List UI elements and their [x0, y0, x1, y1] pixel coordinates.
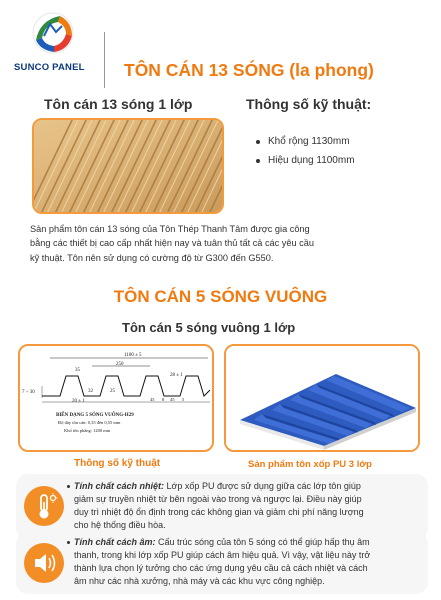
caption-pu-product: Sản phẩm tôn xốp PU 3 lớp — [248, 459, 372, 470]
sunco-panel-logo — [14, 10, 92, 90]
svg-text:32: 32 — [88, 389, 93, 394]
benefit-insulation — [16, 474, 428, 540]
corrugated-roof-photo — [32, 118, 224, 214]
subtitle-specs: Thông số kỹ thuật: — [246, 96, 372, 112]
svg-text:28 ± 1: 28 ± 1 — [170, 373, 183, 378]
benefit-soundproofing-text: Tính chất cách âm: Cấu trúc sóng của tôn 5 sóng có thể giúp hấp thụ âm thanh, trong khi lớp xốp PU giúp cách âm hiệu quả. Vì vậy, vật liệu này trở thành lựa chọn lý tưởng cho các ứng dụng yêu cầu cả cách nhiệt và cách âm như các nhà xưởng, nhà máy và các khu vực công nghiệp. — [74, 536, 414, 588]
svg-text:7 ÷ 30: 7 ÷ 30 — [22, 390, 35, 395]
svg-text:20 ± 1: 20 ± 1 — [72, 399, 85, 404]
profile-drawing — [20, 346, 214, 452]
speaker-icon — [24, 543, 64, 583]
svg-text:BIẾN DẠNG 5 SÓNG VUÔNG-H29: BIẾN DẠNG 5 SÓNG VUÔNG-H29 — [56, 413, 134, 418]
svg-text:Độ dày tôn cán: 0,35 đến 0,55: Độ dày tôn cán: 0,35 đến 0,55 mm — [58, 420, 121, 425]
svg-text:5: 5 — [182, 397, 185, 402]
caption-specs: Thông số kỹ thuật — [74, 458, 161, 469]
blue-roof-panel-image — [226, 346, 420, 452]
svg-text:8: 8 — [162, 397, 165, 402]
header-divider — [104, 32, 105, 88]
svg-text:250: 250 — [116, 362, 124, 367]
pu-panel-photo — [224, 344, 420, 452]
spec-item: Khổ rộng 1130mm — [256, 136, 355, 147]
svg-text:35: 35 — [75, 368, 80, 373]
benefit-insulation-text: Tính chất cách nhiệt: Lớp xốp PU được sử dụng giữa các lớp tôn giúp giảm sự truyền nhiệt từ bên ngoài vào trong và ngược lại. Điều này giúp duy trì nhiệt độ ổn định trong các không gian và giảm chi phí năng lượng cho hệ thống điều hòa. — [74, 480, 414, 532]
svg-text:45: 45 — [150, 397, 155, 402]
sunco-logo-icon — [30, 10, 76, 56]
subtitle-5-wave: Tôn cán 5 sóng vuông 1 lớp — [122, 320, 296, 335]
spec-item: Hiệu dụng 1100mm — [256, 155, 355, 166]
brand-name: SUNCO PANEL — [14, 62, 85, 73]
svg-text:45: 45 — [170, 397, 175, 402]
svg-text:25: 25 — [110, 389, 115, 394]
spec-list — [256, 136, 355, 174]
subtitle-13-wave: Tôn cán 13 sóng 1 lớp — [44, 96, 193, 112]
svg-text:1100 ± 5: 1100 ± 5 — [124, 353, 142, 358]
thermometer-sun-icon — [24, 486, 64, 526]
section-title-5-wave: TÔN CÁN 5 SÓNG VUÔNG — [113, 287, 328, 306]
benefit-soundproofing — [16, 532, 428, 594]
page-title: TÔN CÁN 13 SÓNG (la phong) — [124, 60, 374, 80]
technical-drawing-frame — [18, 344, 214, 452]
gold-roof-sheet-image — [34, 120, 224, 214]
svg-text:Khổ tôn phẳng: 1200 mm: Khổ tôn phẳng: 1200 mm — [64, 428, 111, 433]
description-paragraph: Sản phẩm tôn cán 13 sóng của Tôn Thép Thanh Tâm được gia công bằng các thiết bị cao cấp nhất hiện nay và tuân thủ tất cả các yêu cầu kỹ thuật. Tôn nên sử dụng có cường độ từ G300 đến G550. — [30, 224, 314, 263]
header — [0, 0, 441, 104]
